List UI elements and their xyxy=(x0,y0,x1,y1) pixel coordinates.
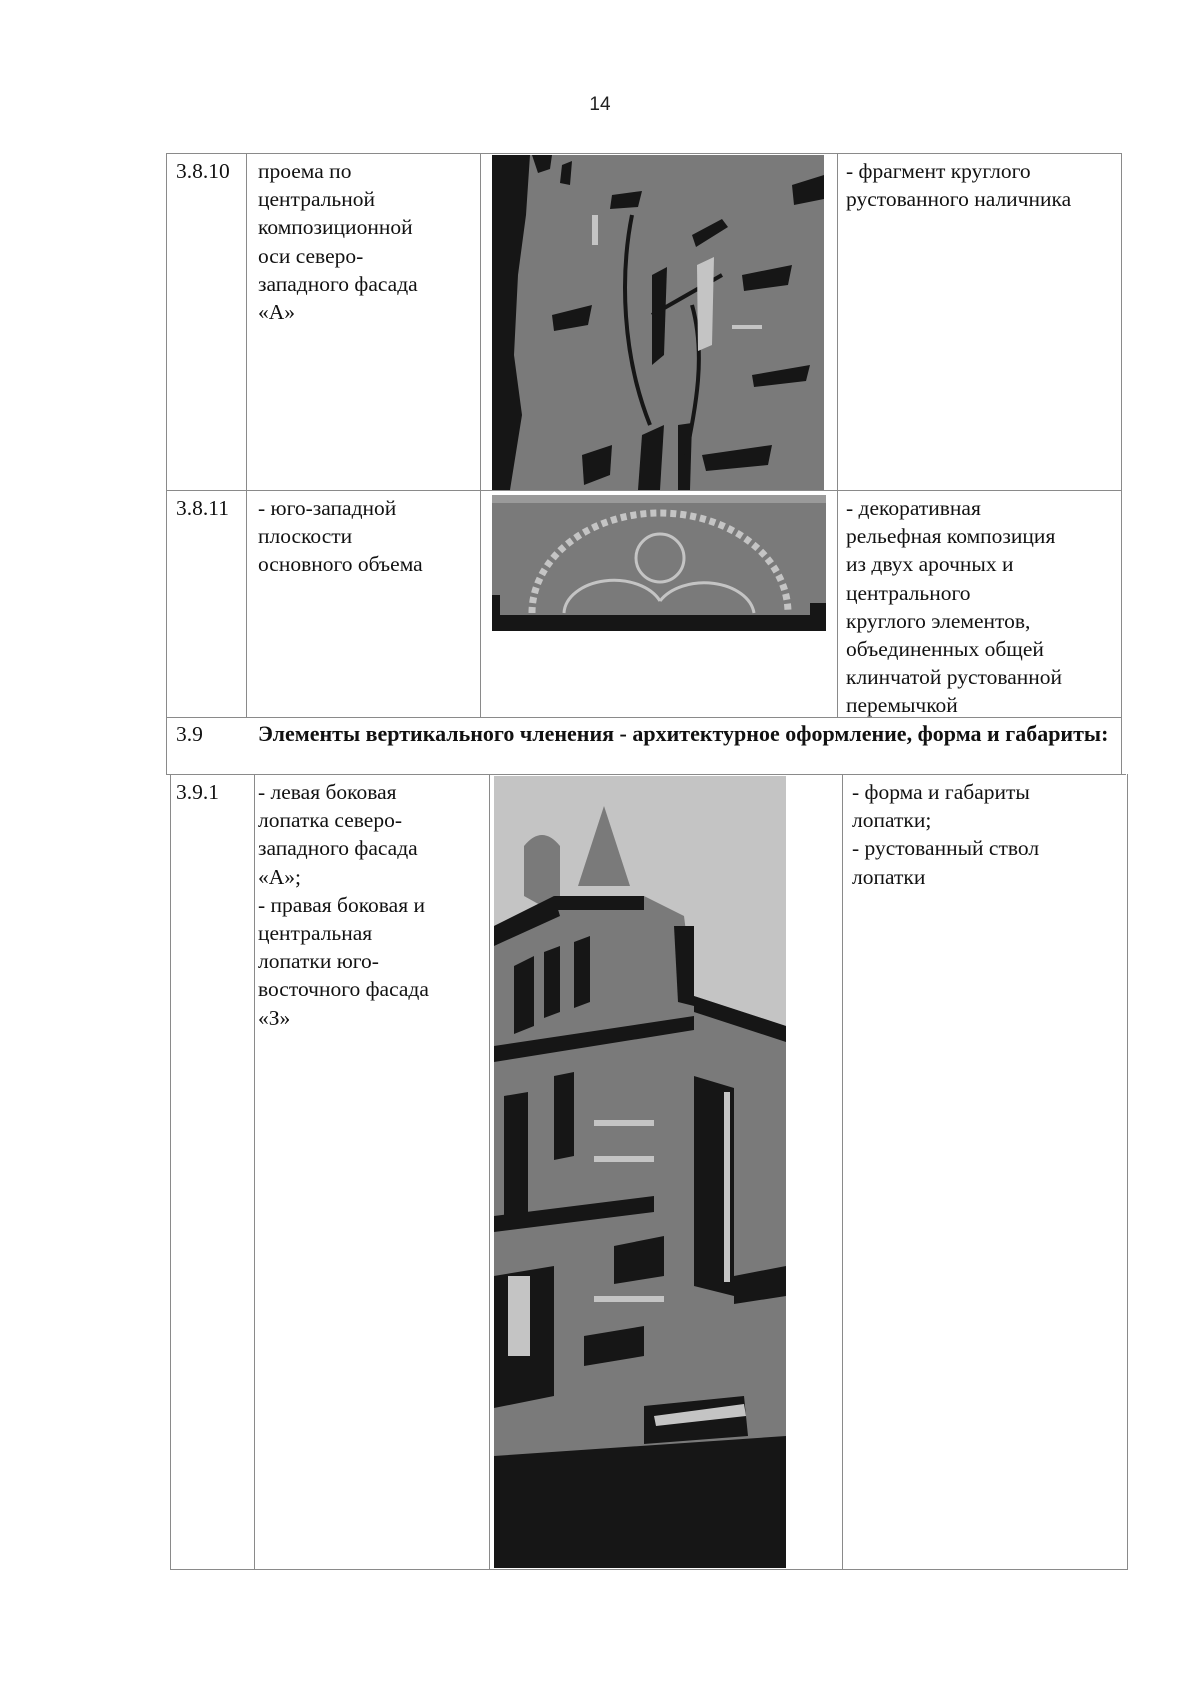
element-description: проема по центральной композиционной оси северо- западного фасада «А» xyxy=(258,159,418,325)
grid-line xyxy=(1127,774,1128,1570)
subject-description: - декоративная рельефная композиция из двух арочных и центрального круглого элементов, объединенных общей клинчатой рустованной перемычкой xyxy=(846,496,1063,718)
subject-description: - фрагмент круглого рустованного наличника xyxy=(846,159,1072,212)
element-description: - левая боковая лопатка северо- западного фасада «А»; - правая боковая и центральная лопатки юго- восточного фасада «З» xyxy=(258,780,429,1030)
grid-line xyxy=(166,153,167,775)
grid-line xyxy=(837,153,838,718)
grid-line xyxy=(166,774,1126,775)
grid-line xyxy=(166,153,1122,154)
grid-line xyxy=(170,1569,1128,1570)
photo-decorative-relief-composition xyxy=(492,495,826,631)
grid-line xyxy=(170,774,171,1570)
grid-line xyxy=(246,153,247,718)
grid-line xyxy=(166,490,1122,491)
photo-building-corner-tower xyxy=(494,776,786,1568)
row-number: 3.9.1 xyxy=(176,780,219,804)
grid-line xyxy=(480,153,481,718)
row-number: 3.8.11 xyxy=(176,496,229,520)
section-heading: Элементы вертикального членения - архитектурное оформление, форма и габариты: xyxy=(258,721,1109,746)
subject-description: - форма и габариты лопатки; - рустованный ствол лопатки xyxy=(852,780,1040,889)
photo-window-surround-fragment xyxy=(492,155,824,490)
row-number: 3.8.10 xyxy=(176,159,230,183)
element-description: - юго-западной плоскости основного объема xyxy=(258,496,423,577)
grid-line xyxy=(842,774,843,1570)
grid-line xyxy=(489,774,490,1570)
grid-line xyxy=(254,774,255,1570)
page-number: 14 xyxy=(589,94,611,115)
grid-line xyxy=(1121,153,1122,775)
row-number: 3.9 xyxy=(176,722,203,746)
